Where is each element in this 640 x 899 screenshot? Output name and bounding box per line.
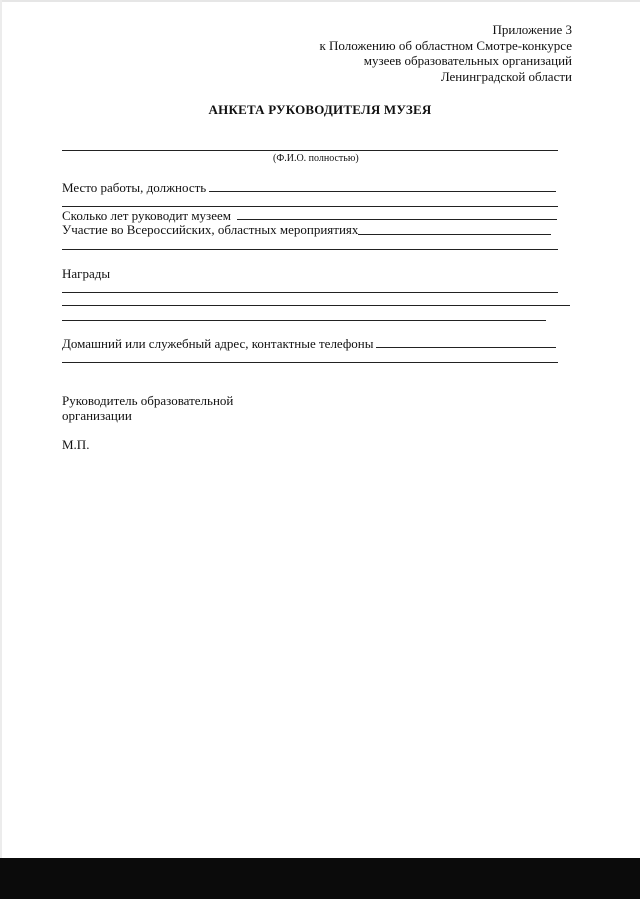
participation-line-2[interactable] [62, 249, 558, 250]
address-label: Домашний или служебный адрес, контактные телефоны [62, 336, 374, 351]
appendix-line-3: музеев образовательных организаций [363, 53, 572, 68]
document-title: АНКЕТА РУКОВОДИТЕЛЯ МУЗЕЯ [208, 102, 432, 117]
workplace-line-2[interactable] [62, 206, 558, 207]
scan-edge-left [0, 0, 2, 860]
appendix-line-2: к Положению об областном Смотре-конкурсе [319, 37, 572, 53]
scan-edge-top [0, 0, 640, 2]
participation-line[interactable] [358, 234, 551, 235]
awards-line-1[interactable] [62, 292, 558, 293]
years-label: Сколько лет руководит музеем [62, 208, 231, 223]
awards-line-2[interactable] [62, 305, 570, 306]
address-line-2[interactable] [62, 362, 558, 363]
appendix-line-4: Ленинградской области [440, 68, 572, 84]
years-line[interactable] [237, 219, 557, 220]
signature-line-2: организации [62, 408, 132, 423]
appendix-header [319, 22, 572, 84]
fio-caption: (Ф.И.О. полностью) [273, 153, 359, 164]
awards-label: Награды [62, 266, 111, 281]
address-line[interactable] [376, 347, 556, 348]
signature-line-1: Руководитель образовательной [62, 393, 234, 408]
appendix-line-1: Приложение 3 [492, 22, 572, 37]
fio-line[interactable] [62, 150, 558, 151]
scan-bottom-bar [0, 858, 640, 899]
stamp-label: М.П. [62, 437, 90, 452]
awards-line-3[interactable] [62, 320, 546, 321]
participation-label: Участие во Всероссийских, областных мероприятиях [62, 222, 359, 237]
workplace-label: Место работы, должность [62, 180, 207, 195]
workplace-line[interactable] [209, 191, 556, 192]
